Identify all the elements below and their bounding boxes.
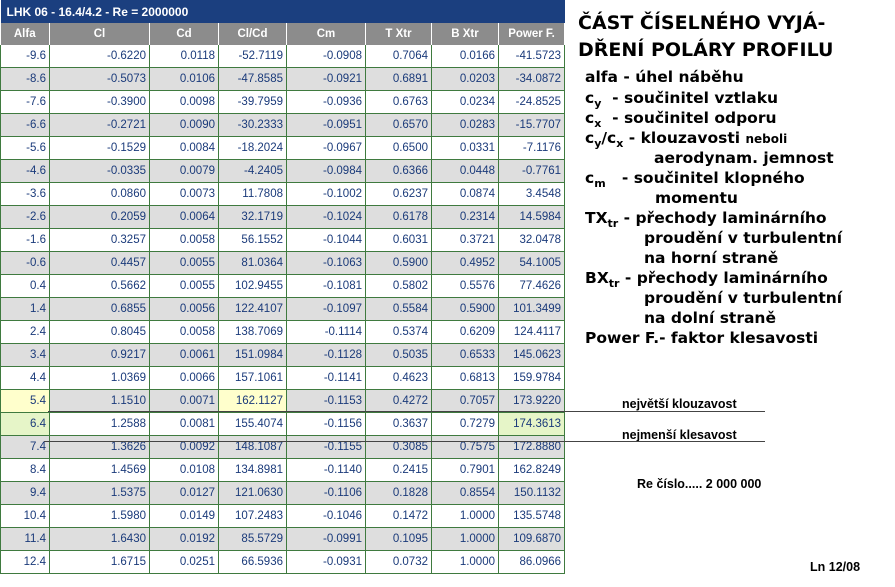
legend-cy: $c_y$ - součinitel vztlaku <box>585 89 779 111</box>
column-header: T Xtr <box>366 23 432 45</box>
table-cell: 151.0984 <box>219 344 287 367</box>
table-cell: 0.0874 <box>432 183 499 206</box>
table-cell: 1.4 <box>1 298 50 321</box>
table-cell: 150.1132 <box>499 482 565 505</box>
table-cell: 85.5729 <box>219 528 287 551</box>
table-cell: 0.9217 <box>50 344 150 367</box>
legend-alfa: alfa - úhel náběhu <box>585 68 744 86</box>
table-cell: 0.7064 <box>366 45 432 68</box>
table-cell: -39.7959 <box>219 91 287 114</box>
table-cell: 0.6855 <box>50 298 150 321</box>
table-cell: -0.1141 <box>287 367 366 390</box>
table-cell: 134.8981 <box>219 459 287 482</box>
table-cell: 1.5375 <box>50 482 150 505</box>
table-cell: 0.0108 <box>150 459 219 482</box>
table-cell: -0.1046 <box>287 505 366 528</box>
table-cell: -0.0335 <box>50 160 150 183</box>
table-row <box>1 344 565 367</box>
table-cell: -0.1097 <box>287 298 366 321</box>
table-row <box>1 252 565 275</box>
table-cell: -0.1156 <box>287 413 366 436</box>
table-cell: -2.6 <box>1 206 50 229</box>
table-cell: 0.4272 <box>366 390 432 413</box>
table-cell: 81.0364 <box>219 252 287 275</box>
table-row <box>1 413 565 436</box>
table-cell: 0.0064 <box>150 206 219 229</box>
legend-cx: $c_x$ - součinitel odporu <box>585 109 777 131</box>
table-cell: -7.6 <box>1 91 50 114</box>
table-cell: 1.0369 <box>50 367 150 390</box>
table-cell: 0.8045 <box>50 321 150 344</box>
table-cell: -0.0951 <box>287 114 366 137</box>
table-cell: 9.4 <box>1 482 50 505</box>
table-cell: -0.7761 <box>499 160 565 183</box>
table-row <box>1 206 565 229</box>
table-row <box>1 45 565 68</box>
table-cell: 0.0061 <box>150 344 219 367</box>
table-cell: 0.0058 <box>150 229 219 252</box>
table-cell: -0.1002 <box>287 183 366 206</box>
table-cell: -8.6 <box>1 68 50 91</box>
table-cell: -0.3900 <box>50 91 150 114</box>
table-cell: 109.6870 <box>499 528 565 551</box>
legend-ratio: $c_y/c_x$ - klouzavosti neboli <box>585 129 788 151</box>
table-cell: 0.7057 <box>432 390 499 413</box>
table-row <box>1 367 565 390</box>
table-cell: 159.9784 <box>499 367 565 390</box>
table-cell: 0.5576 <box>432 275 499 298</box>
table-row <box>1 482 565 505</box>
legend-ratio-line-2: aerodynam. jemnost <box>654 149 834 167</box>
table-cell: 0.0331 <box>432 137 499 160</box>
table-row <box>1 114 565 137</box>
table-cell: 56.1552 <box>219 229 287 252</box>
table-cell: -0.0967 <box>287 137 366 160</box>
table-title: LHK 06 - 16.4/4.2 - Re = 2000000 <box>1 0 565 23</box>
table-row <box>1 505 565 528</box>
table-row <box>1 551 565 574</box>
table-cell: -4.2405 <box>219 160 287 183</box>
table-cell: 0.6813 <box>432 367 499 390</box>
table-cell: 0.7901 <box>432 459 499 482</box>
table-cell: 3.4548 <box>499 183 565 206</box>
table-cell: -0.1114 <box>287 321 366 344</box>
column-header: Cm <box>287 23 366 45</box>
table-cell: 0.0192 <box>150 528 219 551</box>
table-cell: 0.0079 <box>150 160 219 183</box>
table-cell: -0.1081 <box>287 275 366 298</box>
table-cell: -7.1176 <box>499 137 565 160</box>
table-row <box>1 459 565 482</box>
table-cell: 1.0000 <box>432 551 499 574</box>
table-cell: 14.5984 <box>499 206 565 229</box>
table-cell: 0.6237 <box>366 183 432 206</box>
table-cell: -34.0872 <box>499 68 565 91</box>
table-cell: 1.2588 <box>50 413 150 436</box>
legend-cm-line-2: momentu <box>655 189 738 207</box>
table-cell: 0.0166 <box>432 45 499 68</box>
table-row <box>1 321 565 344</box>
table-cell: 1.0000 <box>432 528 499 551</box>
footer-label: Ln 12/08 <box>810 560 861 574</box>
table-cell: 6.4 <box>1 413 50 436</box>
table-cell: 0.0149 <box>150 505 219 528</box>
table-row <box>1 436 565 459</box>
table-cell: 0.1095 <box>366 528 432 551</box>
min-sink-label: nejmenší klesavost <box>622 428 737 442</box>
table-cell: -0.1140 <box>287 459 366 482</box>
table-cell: 77.4626 <box>499 275 565 298</box>
table-cell: 121.0630 <box>219 482 287 505</box>
table-cell: 1.0000 <box>432 505 499 528</box>
table-cell: 8.4 <box>1 459 50 482</box>
table-cell: 0.0066 <box>150 367 219 390</box>
table-cell: 5.4 <box>1 390 50 413</box>
table-cell: 0.4 <box>1 275 50 298</box>
table-cell: 32.1719 <box>219 206 287 229</box>
table-cell: 0.7279 <box>432 413 499 436</box>
table-cell: 12.4 <box>1 551 50 574</box>
table-cell: 0.5035 <box>366 344 432 367</box>
table-cell: 172.8880 <box>499 436 565 459</box>
table-cell: 0.0448 <box>432 160 499 183</box>
table-cell: 0.5900 <box>366 252 432 275</box>
table-cell: 86.0966 <box>499 551 565 574</box>
table-cell: 0.7575 <box>432 436 499 459</box>
column-header: Cl <box>50 23 150 45</box>
table-cell: 0.3721 <box>432 229 499 252</box>
table-cell: 1.5980 <box>50 505 150 528</box>
table-cell: 0.0106 <box>150 68 219 91</box>
table-cell: 0.0234 <box>432 91 499 114</box>
table-cell: 11.7808 <box>219 183 287 206</box>
table-cell: 0.0251 <box>150 551 219 574</box>
table-cell: 11.4 <box>1 528 50 551</box>
table-cell: 101.3499 <box>499 298 565 321</box>
table-cell: 54.1005 <box>499 252 565 275</box>
table-cell: 0.4952 <box>432 252 499 275</box>
table-cell: 138.7069 <box>219 321 287 344</box>
table-cell: -9.6 <box>1 45 50 68</box>
table-cell: 0.5802 <box>366 275 432 298</box>
table-cell: 10.4 <box>1 505 50 528</box>
table-cell: 0.0056 <box>150 298 219 321</box>
table-cell: -15.7707 <box>499 114 565 137</box>
table-cell: 4.4 <box>1 367 50 390</box>
table-cell: 0.0098 <box>150 91 219 114</box>
column-header: Power F. <box>499 23 565 45</box>
table-cell: -0.1044 <box>287 229 366 252</box>
table-cell: -0.1529 <box>50 137 150 160</box>
table-cell: -0.0921 <box>287 68 366 91</box>
column-header: Cd <box>150 23 219 45</box>
table-cell: 0.6763 <box>366 91 432 114</box>
table-cell: 0.3085 <box>366 436 432 459</box>
table-cell: 0.6891 <box>366 68 432 91</box>
table-cell: -0.0936 <box>287 91 366 114</box>
legend-cm: $c_m$ - součinitel klopného <box>585 169 805 191</box>
table-cell: 0.4457 <box>50 252 150 275</box>
table-cell: 0.5662 <box>50 275 150 298</box>
column-header: Cl/Cd <box>219 23 287 45</box>
table-cell: -0.1153 <box>287 390 366 413</box>
table-cell: 0.6533 <box>432 344 499 367</box>
table-row <box>1 183 565 206</box>
table-cell: -0.0908 <box>287 45 366 68</box>
table-cell: 66.5936 <box>219 551 287 574</box>
table-row <box>1 68 565 91</box>
reynolds-note: Re číslo..... 2 000 000 <box>637 477 762 491</box>
table-row <box>1 390 565 413</box>
page-heading <box>578 10 833 64</box>
table-cell: 0.0092 <box>150 436 219 459</box>
legend-tx: $TX_{tr}$ - přechody laminárního <box>585 209 827 231</box>
table-cell: 1.4569 <box>50 459 150 482</box>
table-cell: -0.0931 <box>287 551 366 574</box>
table-cell: -0.6220 <box>50 45 150 68</box>
table-cell: -52.7119 <box>219 45 287 68</box>
table-cell: 0.1828 <box>366 482 432 505</box>
table-cell: 173.9220 <box>499 390 565 413</box>
table-cell: -0.1155 <box>287 436 366 459</box>
table-cell: -1.6 <box>1 229 50 252</box>
table-cell: 1.6430 <box>50 528 150 551</box>
table-cell: -4.6 <box>1 160 50 183</box>
table-cell: -18.2024 <box>219 137 287 160</box>
table-row <box>1 137 565 160</box>
table-cell: 174.3613 <box>499 413 565 436</box>
table-cell: 3.4 <box>1 344 50 367</box>
table-cell: -3.6 <box>1 183 50 206</box>
table-cell: 102.9455 <box>219 275 287 298</box>
table-cell: 0.0055 <box>150 275 219 298</box>
table-cell: 122.4107 <box>219 298 287 321</box>
table-cell: 0.2059 <box>50 206 150 229</box>
table-cell: 162.1127 <box>219 390 287 413</box>
table-cell: 155.4074 <box>219 413 287 436</box>
table-cell: 0.6570 <box>366 114 432 137</box>
max-glide-label: největší klouzavost <box>622 397 737 411</box>
table-cell: 0.0055 <box>150 252 219 275</box>
legend-tx-line-3: na horní straně <box>644 249 779 267</box>
table-cell: 0.0118 <box>150 45 219 68</box>
table-cell: 0.0203 <box>432 68 499 91</box>
table-row <box>1 229 565 252</box>
table-cell: 0.2415 <box>366 459 432 482</box>
table-cell: -0.5073 <box>50 68 150 91</box>
table-cell: 0.0081 <box>150 413 219 436</box>
table-cell: 0.6209 <box>432 321 499 344</box>
table-row <box>1 528 565 551</box>
heading-line-2: DŘENÍ POLÁRY PROFILU <box>578 39 834 61</box>
table-cell: -5.6 <box>1 137 50 160</box>
table-cell: 0.6178 <box>366 206 432 229</box>
table-cell: 0.0073 <box>150 183 219 206</box>
table-cell: 0.0058 <box>150 321 219 344</box>
table-cell: 0.3637 <box>366 413 432 436</box>
table-cell: -0.0984 <box>287 160 366 183</box>
legend-bx-line-2: proudění v turbulentní <box>644 289 843 307</box>
table-cell: 107.2483 <box>219 505 287 528</box>
table-cell: -47.8585 <box>219 68 287 91</box>
table-cell: 124.4117 <box>499 321 565 344</box>
table-cell: 0.2314 <box>432 206 499 229</box>
table-cell: 0.6031 <box>366 229 432 252</box>
table-cell: 1.1510 <box>50 390 150 413</box>
table-row <box>1 160 565 183</box>
table-cell: -6.6 <box>1 114 50 137</box>
table-cell: 32.0478 <box>499 229 565 252</box>
table-cell: -30.2333 <box>219 114 287 137</box>
table-cell: -0.1106 <box>287 482 366 505</box>
table-cell: 7.4 <box>1 436 50 459</box>
table-cell: 148.1087 <box>219 436 287 459</box>
table-cell: 0.0090 <box>150 114 219 137</box>
legend-tx-line-2: proudění v turbulentní <box>644 229 843 247</box>
table-cell: 0.1472 <box>366 505 432 528</box>
table-cell: 0.6366 <box>366 160 432 183</box>
table-cell: 0.0283 <box>432 114 499 137</box>
table-cell: 1.3626 <box>50 436 150 459</box>
table-cell: -0.1063 <box>287 252 366 275</box>
table-cell: 135.5748 <box>499 505 565 528</box>
table-cell: 2.4 <box>1 321 50 344</box>
table-row <box>1 91 565 114</box>
table-cell: 0.0860 <box>50 183 150 206</box>
column-header: Alfa <box>1 23 50 45</box>
legend-bx-line-3: na dolní straně <box>644 309 776 327</box>
table-cell: -0.1024 <box>287 206 366 229</box>
table-cell: 0.0127 <box>150 482 219 505</box>
table-cell: 0.6500 <box>366 137 432 160</box>
table-cell: -41.5723 <box>499 45 565 68</box>
table-cell: 1.6715 <box>50 551 150 574</box>
table-cell: 0.5900 <box>432 298 499 321</box>
table-cell: 0.8554 <box>432 482 499 505</box>
table-cell: -0.1128 <box>287 344 366 367</box>
table-row <box>1 298 565 321</box>
table-cell: -0.6 <box>1 252 50 275</box>
table-cell: 0.4623 <box>366 367 432 390</box>
table-cell: 0.0084 <box>150 137 219 160</box>
table-cell: 0.5584 <box>366 298 432 321</box>
min-sink-pointer-line <box>44 441 765 442</box>
legend-bx: $BX_{tr}$ - přechody laminárního <box>585 269 828 291</box>
table-body <box>1 45 565 574</box>
heading-line-1: ČÁST ČÍSELNÉHO VYJÁ- <box>578 12 826 34</box>
table-cell: 0.0732 <box>366 551 432 574</box>
table-cell: 157.1061 <box>219 367 287 390</box>
table-cell: 145.0623 <box>499 344 565 367</box>
table-cell: -0.0991 <box>287 528 366 551</box>
table-cell: 162.8249 <box>499 459 565 482</box>
table-cell: -24.8525 <box>499 91 565 114</box>
table-row <box>1 275 565 298</box>
max-glide-pointer-line <box>48 411 765 412</box>
column-header: B Xtr <box>432 23 499 45</box>
table-cell: 0.5374 <box>366 321 432 344</box>
table-header-row <box>1 23 565 45</box>
legend-power: Power F.- faktor klesavosti <box>585 329 819 347</box>
table-cell: -0.2721 <box>50 114 150 137</box>
table-cell: 0.3257 <box>50 229 150 252</box>
table-cell: 0.0071 <box>150 390 219 413</box>
